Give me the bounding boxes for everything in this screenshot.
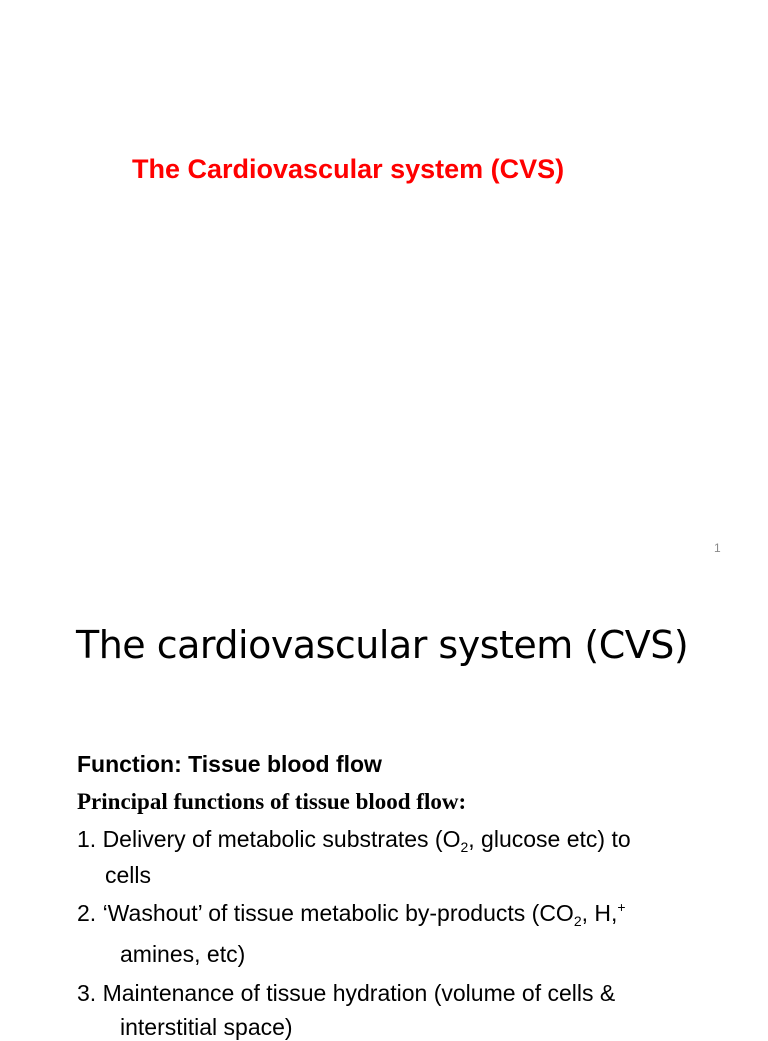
slide-2-title: The cardiovascular system (CVS) (76, 623, 689, 667)
principal-functions-heading: Principal functions of tissue blood flow: (77, 789, 467, 814)
list-item-2-line-2: amines, etc) (120, 941, 246, 967)
function-heading: Function: Tissue blood flow (77, 751, 382, 777)
list-item-2-line-1: 2. ‘Washout’ of tissue metabolic by-products ($CO_2$, H,+ (77, 899, 626, 929)
list-item-3-line-2: interstitial space) (120, 1014, 293, 1040)
list-item-1-line-1: 1. Delivery of metabolic substrates ($O_2$, glucose etc) to (77, 826, 631, 855)
slide-1-title: The Cardiovascular system (CVS) (132, 154, 565, 184)
list-item-3-line-1: 3. Maintenance of tissue hydration (volume of cells & (77, 980, 616, 1006)
slide-2 (0, 576, 768, 1040)
page-number: 1 (714, 541, 721, 555)
list-item-1-line-2: cells (105, 862, 152, 888)
